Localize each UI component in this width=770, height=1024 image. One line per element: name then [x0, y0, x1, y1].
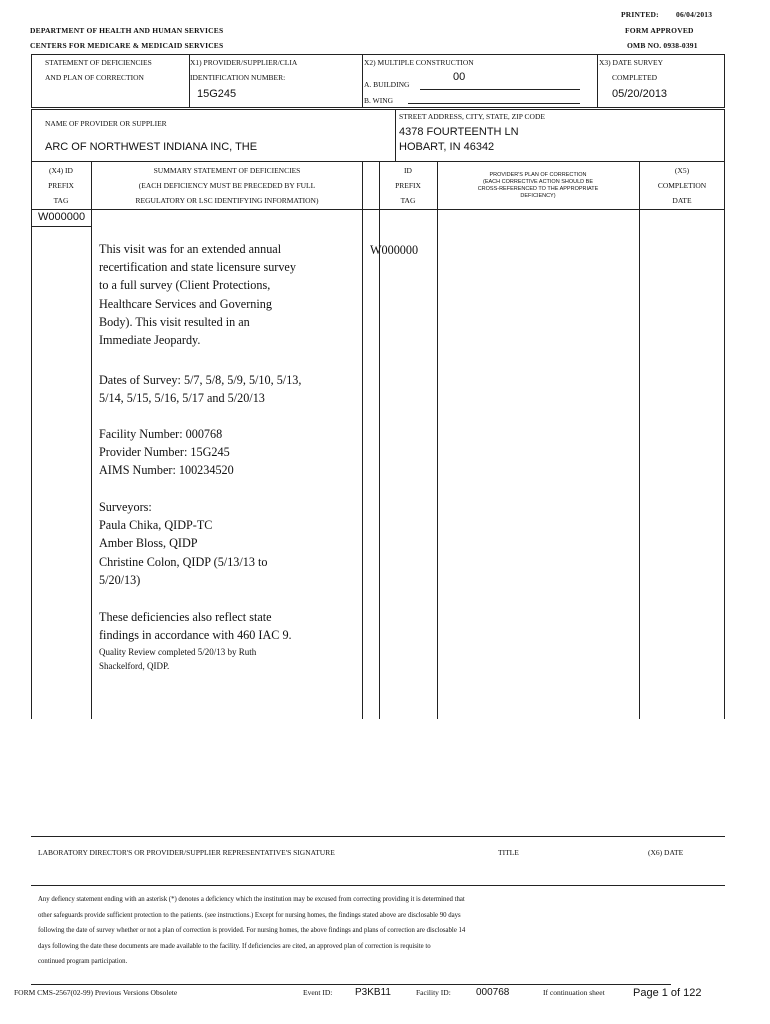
event-id-value: P3KB11 [355, 987, 391, 998]
summary-paragraph-state: These deficiencies also reflect state findings in accordance with 460 IAC 9. [99, 610, 292, 643]
street-address-line1: 4378 FOURTEENTH LN [399, 126, 519, 138]
survey-date-value: 05/20/2013 [612, 88, 668, 100]
omb-number: OMB NO. 0938-0391 [627, 41, 698, 50]
department-title: DEPARTMENT OF HEALTH AND HUMAN SERVICES [30, 26, 224, 35]
completed-label: COMPLETED [612, 73, 657, 82]
x6-date-label: (X6) DATE [648, 848, 684, 857]
facility-id-label: Facility ID: [416, 988, 451, 997]
provider-id-value: 15G245 [197, 88, 237, 100]
street-address-line2: HOBART, IN 46342 [399, 141, 495, 153]
completion-label: COMPLETION [657, 181, 707, 190]
id-prefix-label: PREFIX [395, 181, 421, 190]
x4-prefix-label: PREFIX [48, 181, 74, 190]
x4-tag-label: TAG [53, 196, 69, 205]
title-label: TITLE [498, 848, 519, 857]
deficiency-tag-right: W000000 [370, 243, 419, 257]
x4-id-label: (X4) ID [49, 166, 73, 175]
provider-name-label: NAME OF PROVIDER OR SUPPLIER [45, 119, 167, 128]
footnote: Any defiency statement ending with an asterisk (*) denotes a deficiency which the institution may be excused from correcting providing it is determined that other safeguards provide sufficient protection to the patients. (see instructions.) Except for nursing homes, the findings stated above are disclosable 90 days following the date of survey whether or not a plan of correction is provided. For nursing homes, the above findings and plans of correction are disclosable 14 days following the date these documents are made available to the facility. If deficiencies are cited, an approved plan of correction is requisite to continued program participation. [38, 896, 466, 965]
plan-header-l1: PROVIDER'S PLAN OF CORRECTION [489, 172, 587, 178]
facility-id-value: 000768 [476, 987, 510, 998]
form-number: FORM CMS-2567(02-99) Previous Versions Obsolete [14, 988, 178, 997]
plan-header-l2: (EACH CORRECTIVE ACTION SHOULD BE [482, 179, 594, 185]
form-approved: FORM APPROVED [625, 26, 694, 35]
summary-header-l3: REGULATORY OR LSC IDENTIFYING INFORMATION) [135, 196, 319, 205]
x1-label: X1) PROVIDER/SUPPLIER/CLIA [190, 58, 298, 67]
deficiency-tag-left: W000000 [38, 211, 86, 223]
summary-header-l1: SUMMARY STATEMENT OF DEFICIENCIES [153, 166, 301, 175]
summary-paragraph-facility: Facility Number: 000768 Provider Number: 15G245 AIMS Number: 100234520 [99, 427, 234, 478]
x2-label: X2) MULTIPLE CONSTRUCTION [364, 58, 474, 67]
wing-label: B. WING [364, 96, 394, 105]
x3-label: X3) DATE SURVEY [599, 58, 663, 67]
id-label: ID [404, 166, 412, 175]
plan-header-l4: DEFICIENCY) [520, 193, 556, 199]
printed-date: 06/04/2013 [676, 10, 713, 19]
statement-label: STATEMENT OF DEFICIENCIES [45, 58, 152, 67]
building-label: A. BUILDING [364, 80, 410, 89]
street-address-label: STREET ADDRESS, CITY, STATE, ZIP CODE [399, 112, 545, 121]
identification-label: IDENTIFICATION NUMBER: [190, 73, 286, 82]
summary-paragraph-quality: Quality Review completed 5/20/13 by Ruth Shackelford, QIDP. [99, 647, 257, 671]
plan-of-correction-label: AND PLAN OF CORRECTION [45, 73, 144, 82]
summary-paragraph-1: This visit was for an extended annual recertification and state licensure survey to a full survey (Client Protections, Healthcare Services and Governing Body). This visit resulted in an Immediate Jeopardy. [99, 242, 296, 348]
building-value: 00 [453, 71, 466, 83]
plan-header-l3: CROSS-REFERENCED TO THE APPROPRIATE [477, 186, 599, 192]
printed-label: PRINTED: [621, 10, 659, 19]
x5-label: (X5) [674, 166, 690, 175]
id-tag-label: TAG [400, 196, 416, 205]
provider-name-value: ARC OF NORTHWEST INDIANA INC, THE [45, 141, 258, 153]
continuation-label: If continuation sheet [543, 988, 605, 997]
summary-header-l2: (EACH DEFICIENCY MUST BE PRECEDED BY FULL [138, 181, 316, 190]
date-label: DATE [672, 196, 692, 205]
event-id-label: Event ID: [303, 988, 333, 997]
page-number: Page 1 of 122 [633, 987, 702, 999]
summary-paragraph-dates: Dates of Survey: 5/7, 5/8, 5/9, 5/10, 5/13, 5/14, 5/15, 5/16, 5/17 and 5/20/13 [99, 373, 302, 406]
signature-label: LABORATORY DIRECTOR'S OR PROVIDER/SUPPLIER REPRESENTATIVE'S SIGNATURE [38, 848, 335, 857]
summary-paragraph-surveyors: Surveyors: Paula Chika, QIDP-TC Amber Bloss, QIDP Christine Colon, QIDP (5/13/13 to 5/20/13) [99, 500, 268, 587]
centers-title: CENTERS FOR MEDICARE & MEDICAID SERVICES [30, 41, 224, 50]
